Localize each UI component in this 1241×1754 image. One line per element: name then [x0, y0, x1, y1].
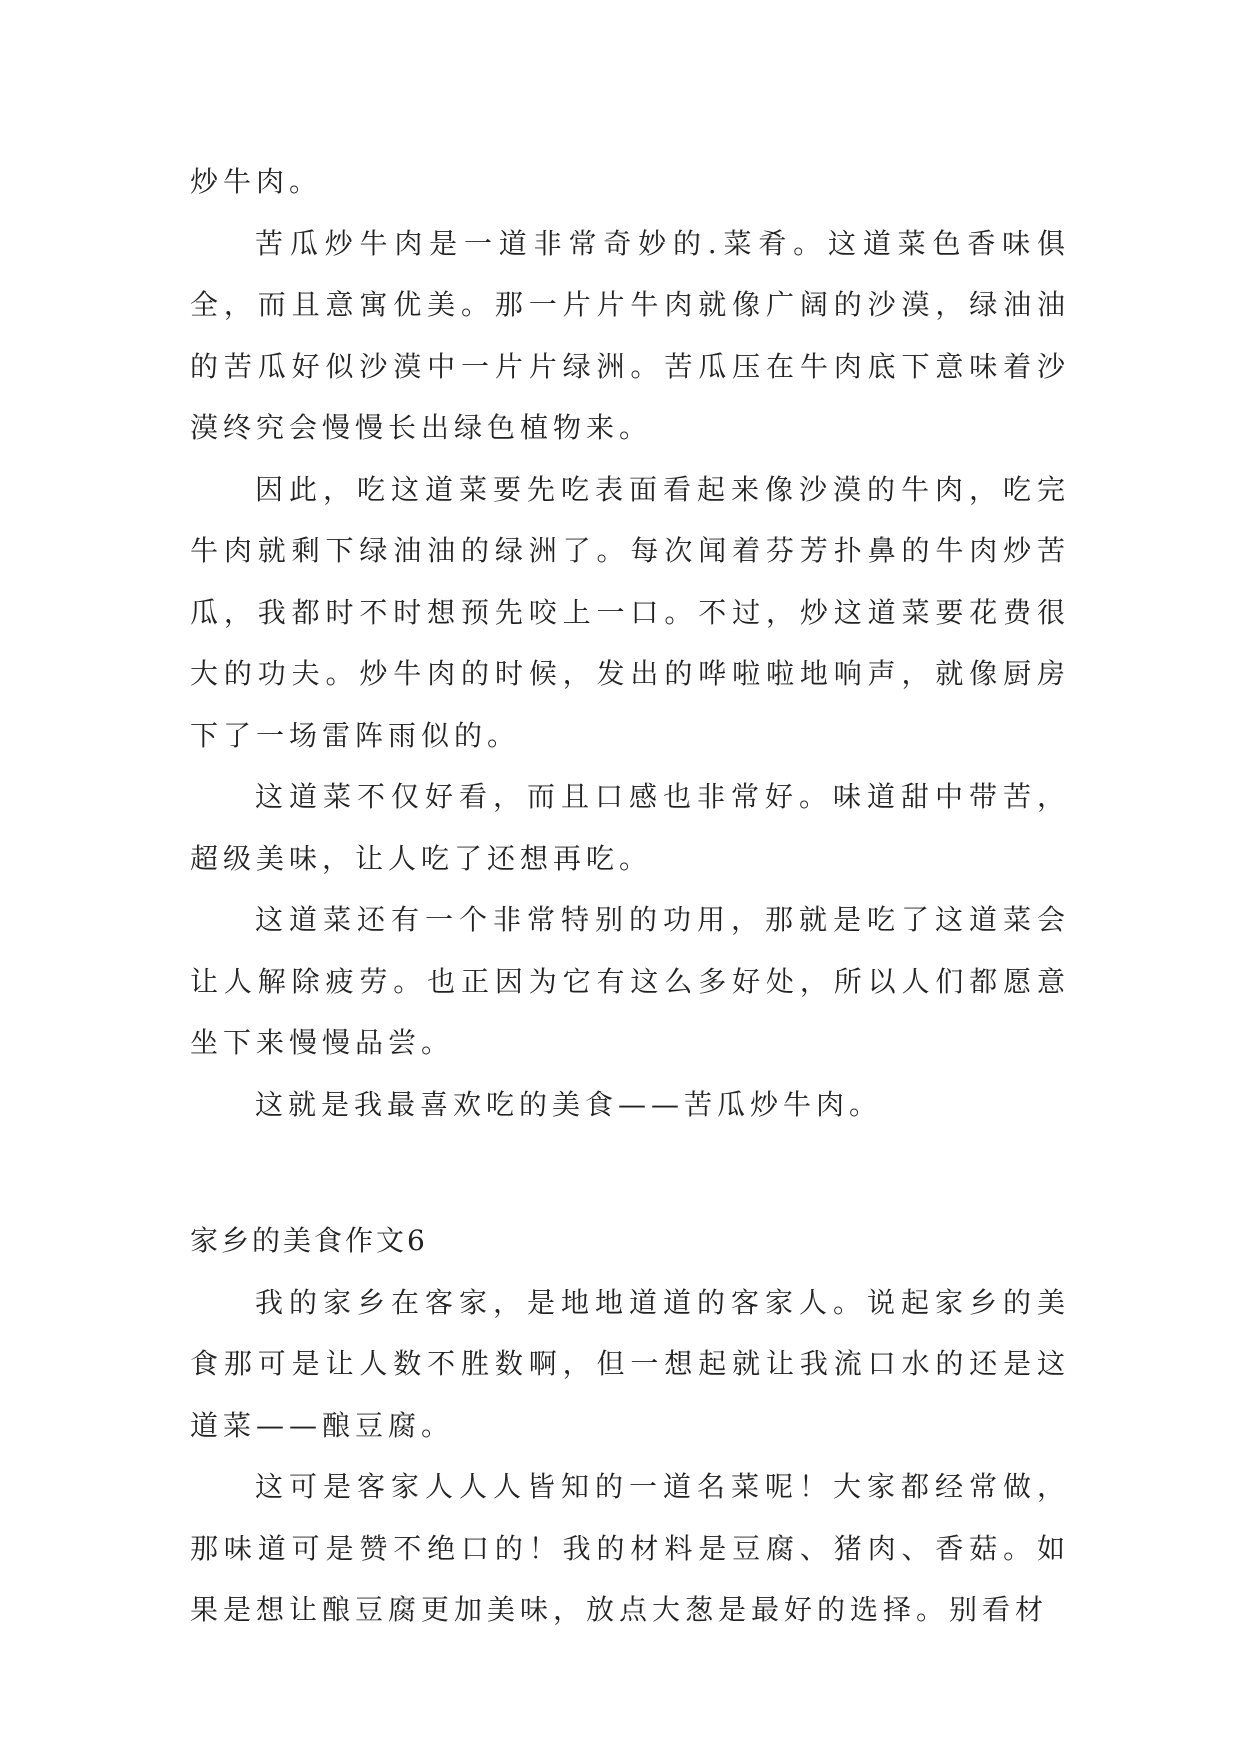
paragraph: 这道菜不仅好看，而且口感也非常好。味道甜中带苦，超级美味，让人吃了还想再吃。 [190, 780, 1070, 875]
document-body [190, 151, 1070, 1641]
paragraph: 这道菜还有一个非常特别的功用，那就是吃了这道菜会让人解除疲劳。也正因为它有这么多好处，所以人们都愿意坐下来慢慢品尝。 [190, 903, 1070, 1059]
paragraph: 我的家乡在客家，是地地道道的客家人。说起家乡的美食那可是让人数不胜数啊，但一想起就让我流口水的还是这道菜——酿豆腐。 [190, 1285, 1070, 1442]
paragraph: 因此，吃这道菜要先吃表面看起来像沙漠的牛肉，吃完牛肉就剩下绿油油的绿洲了。每次闻着芬芳扑鼻的牛肉炒苦瓜，我都时不时想预先咬上一口。不过，炒这道菜要花费很大的功夫。炒牛肉的时候，发出的哗啦啦地响声，就像厨房下了一场雷阵雨似的。 [190, 472, 1070, 752]
paragraph: 苦瓜炒牛肉是一道非常奇妙的.菜肴。这道菜色香味俱全，而且意寓优美。那一片片牛肉就像广阔的沙漠，绿油油的苦瓜好似沙漠中一片片绿洲。苦瓜压在牛肉底下意味着沙漠终究会慢慢长出绿色植物来。 [190, 226, 1070, 444]
paragraph: 这就是我最喜欢吃的美食——苦瓜炒牛肉。 [255, 1087, 883, 1121]
section-heading: 家乡的美食作文6 [190, 1224, 428, 1257]
paragraph: 这可是客家人人人皆知的一道名菜呢！大家都经常做，那味道可是赞不绝口的！我的材料是豆腐、猪肉、香菇。如果是想让酿豆腐更加美味，放点大葱是最好的选择。别看材 [190, 1470, 1070, 1626]
paragraph-continuation: 炒牛肉。 [190, 165, 323, 198]
